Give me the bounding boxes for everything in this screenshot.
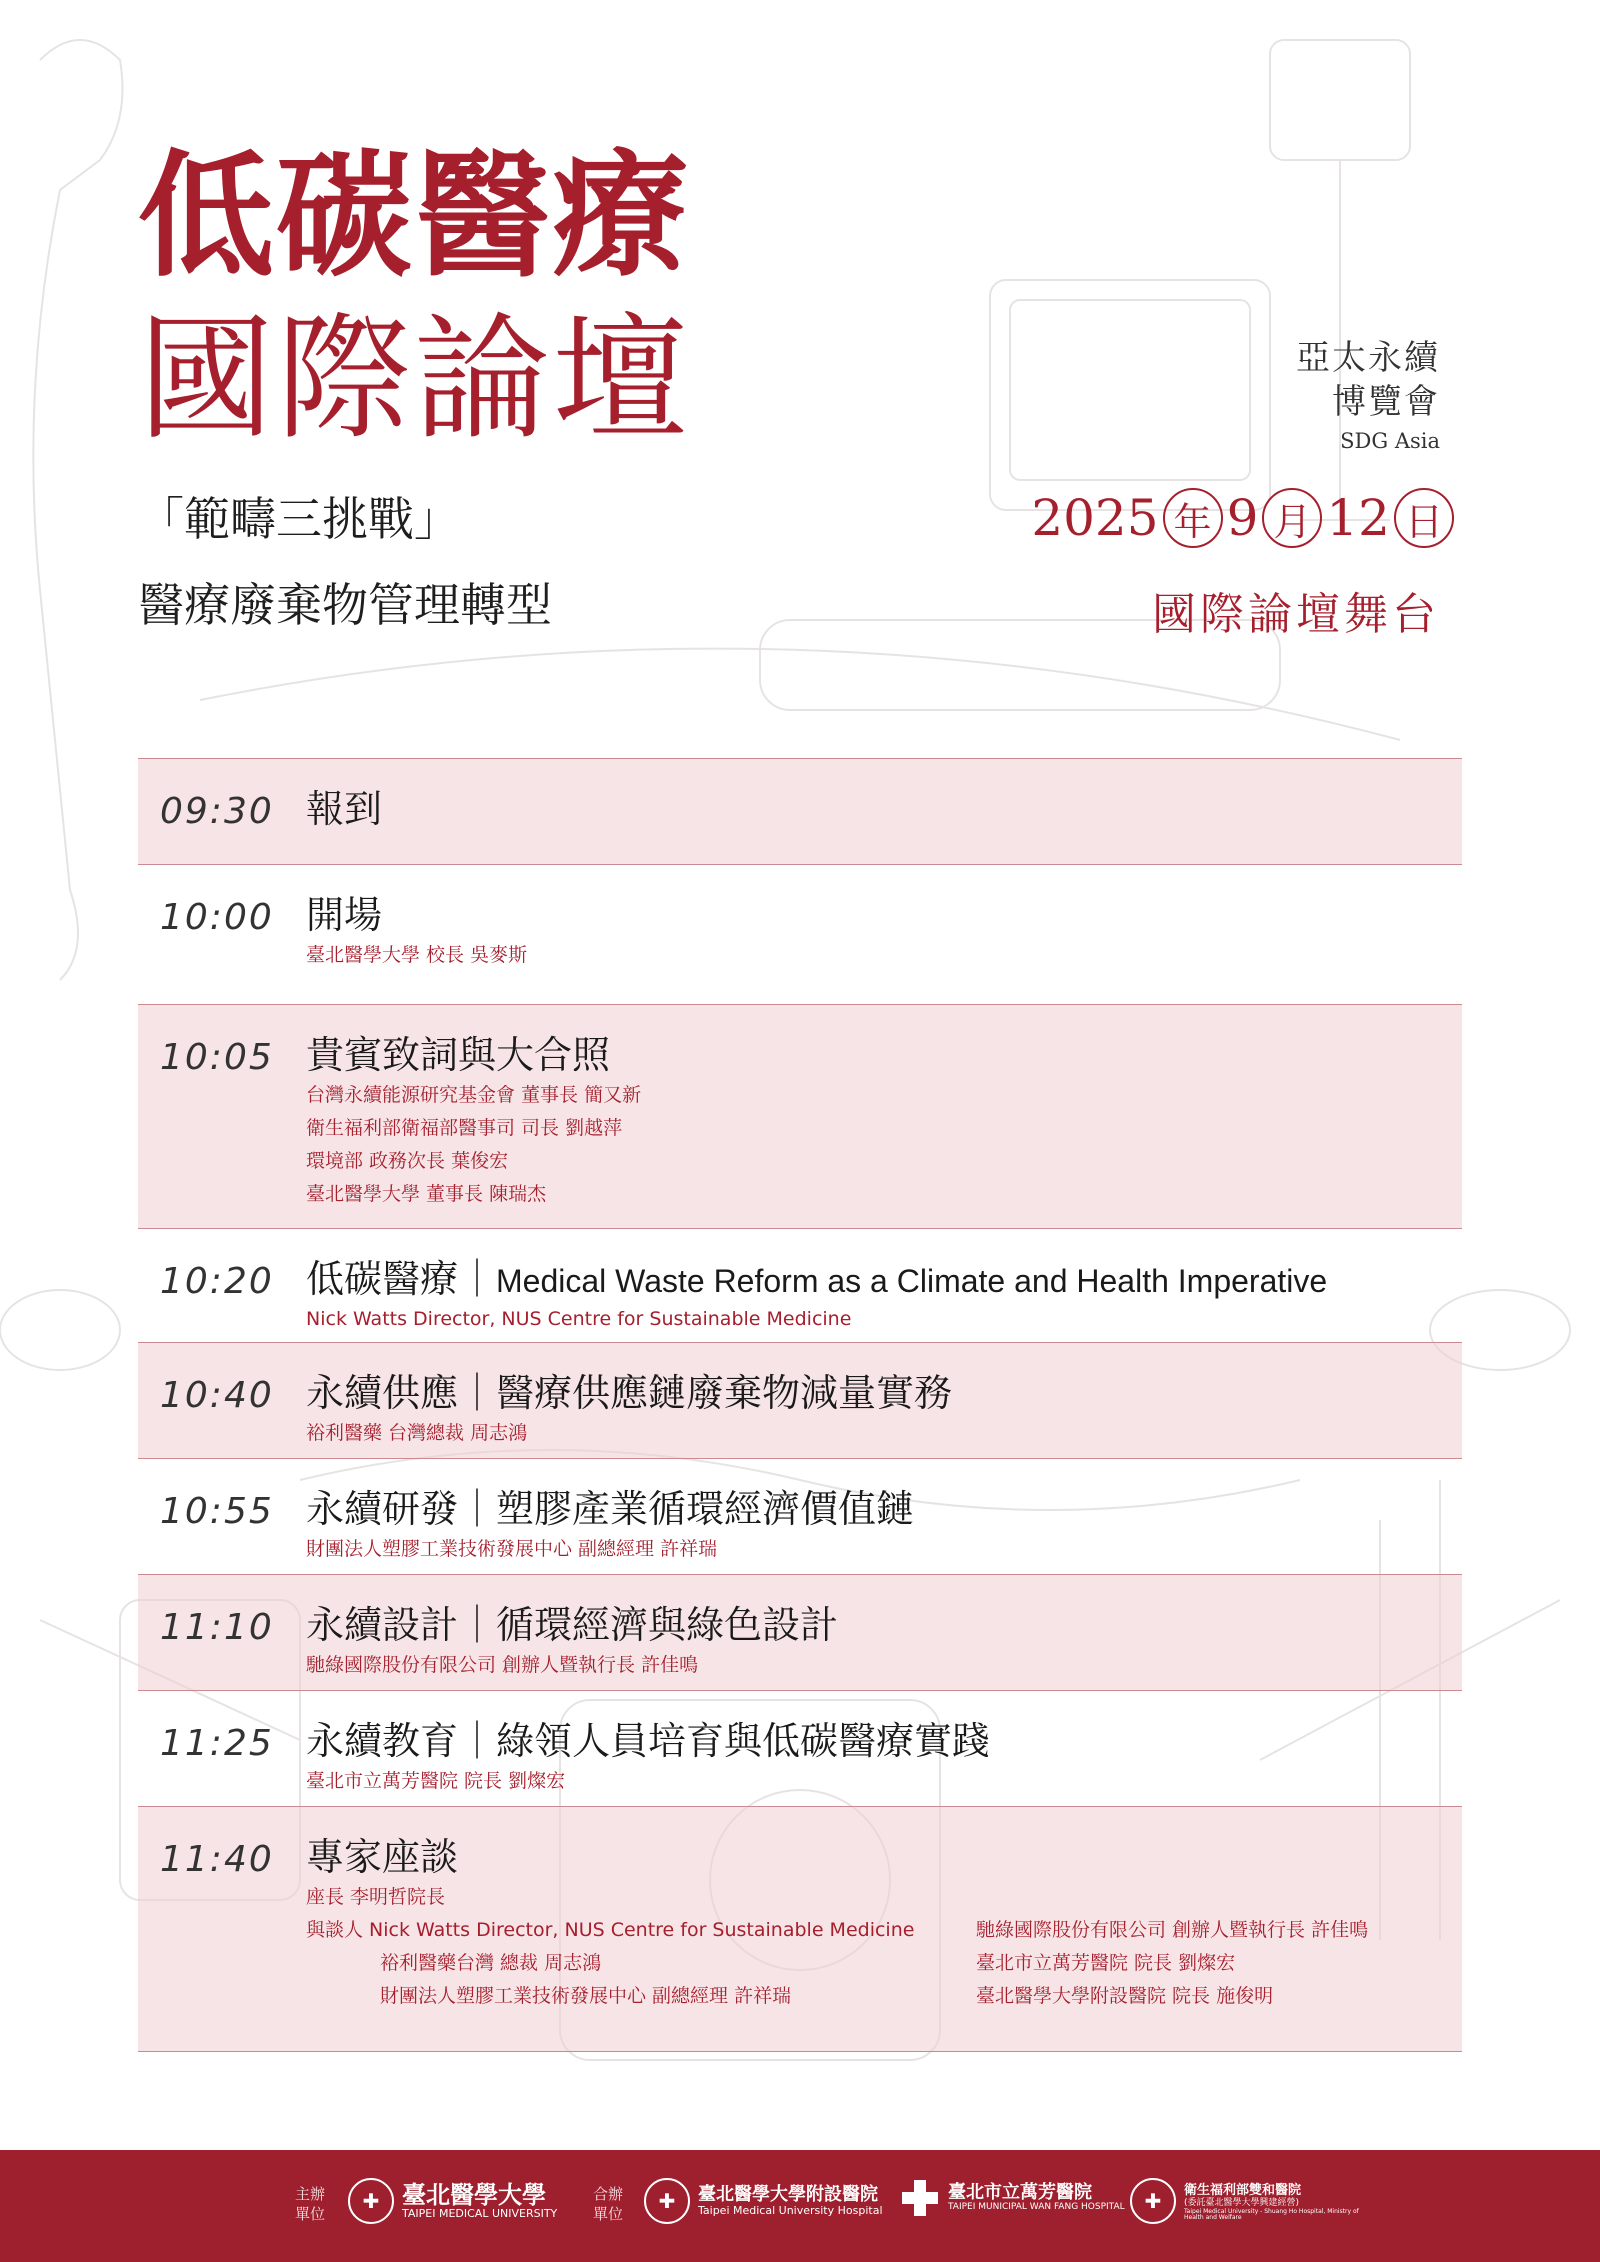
- panel-speaker: 與談人 Nick Watts Director, NUS Centre for Sustainable Medicine: [306, 1918, 915, 1941]
- agenda-speaker: 臺北醫學大學 董事長 陳瑞杰: [306, 1182, 547, 1205]
- venue: 國際論壇舞台: [1152, 589, 1440, 640]
- agenda-title: 永續供應｜醫療供應鏈廢棄物減量實務: [306, 1371, 953, 1415]
- agenda-row: [138, 758, 1462, 864]
- agenda-time: 10:05: [160, 1037, 274, 1078]
- agenda-speaker: 裕利醫藥 台灣總裁 周志鴻: [306, 1421, 528, 1444]
- agenda-content: [306, 1719, 1456, 1798]
- logo-shuangho: [1130, 2178, 1364, 2224]
- org1-en: TAIPEI MEDICAL UNIVERSITY: [402, 2207, 558, 2221]
- logo-tmuh: [644, 2178, 883, 2224]
- agenda-content: [306, 1487, 1456, 1566]
- agenda-content: [306, 787, 1456, 833]
- subtitle-line1: 「範疇三挑戰」: [138, 492, 460, 546]
- org3-name: 臺北市立萬芳醫院: [948, 2182, 1092, 2204]
- agenda-title: 專家座談: [306, 1835, 459, 1879]
- agenda-row: [138, 864, 1462, 1004]
- panel-speaker: 馳綠國際股份有限公司 創辦人暨執行長 許佳鳴: [976, 1918, 1369, 1941]
- subtitle-line2: 醫療廢棄物管理轉型: [138, 578, 552, 632]
- tmuh-seal-icon: ✚: [644, 2178, 690, 2224]
- panel-speakers-right: [976, 1914, 1368, 2013]
- logo-tmu: [348, 2178, 557, 2224]
- agenda-speaker: 衛生福利部衛福部醫事司 司長 劉越萍: [306, 1116, 623, 1139]
- panel-speakers: [306, 1914, 1456, 2013]
- wanfang-cross-icon: [900, 2178, 940, 2218]
- organizer-label: 主辦單位: [294, 2185, 325, 2224]
- agenda-content: [306, 1835, 1456, 2013]
- agenda-row-panel: [138, 1806, 1462, 2052]
- agenda-row: [138, 1690, 1462, 1806]
- agenda-speaker: 馳綠國際股份有限公司 創辦人暨執行長 許佳鳴: [306, 1653, 699, 1676]
- agenda-speaker: 臺北醫學大學 校長 吳麥斯: [306, 943, 528, 966]
- agenda-title: 貴賓致詞與大合照: [306, 1033, 611, 1077]
- agenda-row: [138, 1228, 1462, 1342]
- agenda-time: 11:25: [160, 1723, 274, 1764]
- agenda-title: [306, 1257, 1456, 1303]
- forum-title-line1: 低碳醫療: [138, 136, 690, 296]
- agenda-title: 報到: [306, 787, 383, 831]
- agenda-time: 10:55: [160, 1491, 274, 1532]
- date-month-char: 月: [1262, 488, 1322, 548]
- agenda-title-en: Medical Waste Reform as a Climate and Health Imperative: [496, 1263, 1328, 1299]
- agenda-speaker: 財團法人塑膠工業技術發展中心 副總經理 許祥瑞: [306, 1537, 718, 1560]
- panel-speaker: 臺北醫學大學附設醫院 院長 施俊明: [976, 1984, 1274, 2007]
- expo-branding: [1296, 336, 1440, 456]
- date-year: 2025: [1031, 489, 1159, 547]
- org3-en: TAIPEI MUNICIPAL WAN FANG HOSPITAL: [948, 2201, 1125, 2212]
- agenda-time: 10:20: [160, 1261, 274, 1302]
- agenda-row: [138, 1004, 1462, 1228]
- agenda-table: [138, 758, 1462, 2052]
- agenda-speaker: 臺北市立萬芳醫院 院長 劉燦宏: [306, 1769, 566, 1792]
- event-date: [1031, 488, 1458, 548]
- agenda-time: 11:40: [160, 1839, 274, 1880]
- sponsor-footer: [0, 2150, 1600, 2262]
- agenda-content: [306, 1603, 1456, 1682]
- agenda-row: [138, 1574, 1462, 1690]
- panel-speakers-left: [306, 1914, 976, 2013]
- org4-name: 衛生福利部雙和醫院: [1184, 2183, 1302, 2199]
- agenda-title: 永續教育｜綠領人員培育與低碳醫療實踐: [306, 1719, 991, 1763]
- org2-en: Taipei Medical University Hospital: [698, 2203, 883, 2217]
- shuangho-seal-icon: ✚: [1130, 2178, 1176, 2224]
- expo-name-line1: 亞太永續: [1296, 338, 1440, 378]
- org4-en: Taipei Medical University - Shuang Ho Hospital, Ministry of Health and Welfare: [1184, 2207, 1359, 2222]
- agenda-title-zh: 低碳醫療｜: [306, 1257, 497, 1301]
- agenda-time: 10:00: [160, 897, 274, 938]
- agenda-content: [306, 893, 1456, 972]
- date-day-char: 日: [1394, 488, 1454, 548]
- org1-name: 臺北醫學大學: [402, 2179, 546, 2209]
- org4-sub: (委託臺北醫學大學興建經營): [1184, 2197, 1300, 2208]
- date-day: 12: [1326, 489, 1390, 547]
- forum-title-line2: 國際論壇: [138, 301, 690, 459]
- logo-wanfang: [900, 2178, 1125, 2218]
- agenda-time: 11:10: [160, 1607, 274, 1648]
- agenda-content: [306, 1257, 1456, 1336]
- agenda-content: [306, 1371, 1456, 1450]
- agenda-speaker: Nick Watts Director, NUS Centre for Sustainable Medicine: [306, 1307, 852, 1330]
- panel-speaker: 裕利醫藥台灣 總裁 周志鴻: [380, 1951, 602, 1974]
- expo-name-en: SDG Asia: [1340, 429, 1440, 454]
- agenda-speaker: 環境部 政務次長 葉俊宏: [306, 1149, 509, 1172]
- date-month: 9: [1226, 489, 1259, 547]
- agenda-row: [138, 1342, 1462, 1458]
- agenda-speaker: 台灣永續能源研究基金會 董事長 簡又新: [306, 1083, 642, 1106]
- agenda-time: 10:40: [160, 1375, 274, 1416]
- agenda-title: 永續研發｜塑膠產業循環經濟價值鏈: [306, 1487, 915, 1531]
- agenda-time: 09:30: [160, 791, 274, 832]
- agenda-content: [306, 1033, 1456, 1211]
- agenda-title: 開場: [306, 893, 383, 937]
- panel-speaker: 臺北市立萬芳醫院 院長 劉燦宏: [976, 1951, 1236, 1974]
- agenda-title: 永續設計｜循環經濟與綠色設計: [306, 1603, 839, 1647]
- date-year-char: 年: [1163, 488, 1223, 548]
- panel-chair: 座長 李明哲院長: [306, 1885, 446, 1908]
- coorganizer-label: 合辦單位: [592, 2185, 623, 2224]
- expo-name-line2: 博覽會: [1332, 382, 1440, 423]
- org2-name: 臺北醫學大學附設醫院: [698, 2184, 878, 2206]
- tmu-seal-icon: ✚: [348, 2178, 394, 2224]
- agenda-row: [138, 1458, 1462, 1574]
- panel-speaker: 財團法人塑膠工業技術發展中心 副總經理 許祥瑞: [380, 1984, 792, 2007]
